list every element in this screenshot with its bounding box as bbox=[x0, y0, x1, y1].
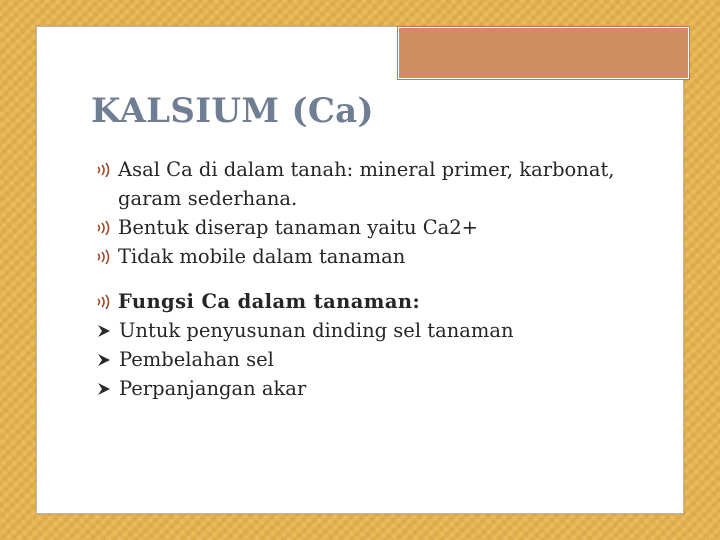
sub-bullet-item bbox=[97, 374, 667, 403]
arrowhead-icon bbox=[97, 345, 111, 367]
bullet-item bbox=[97, 155, 667, 213]
bullet-item bbox=[97, 242, 667, 271]
sub-bullet-item bbox=[97, 316, 667, 345]
signal-bars-icon bbox=[97, 242, 113, 264]
slide-content bbox=[97, 155, 667, 403]
spacer bbox=[97, 271, 667, 287]
bullet-text: Tidak mobile dalam tanaman bbox=[118, 245, 406, 268]
accent-bar bbox=[398, 27, 689, 79]
bullet-text: Asal Ca di dalam tanah: mineral primer, karbonat, garam sederhana. bbox=[118, 158, 615, 210]
bullet-text: Bentuk diserap tanaman yaitu Ca2+ bbox=[118, 216, 479, 239]
arrowhead-icon bbox=[97, 374, 111, 396]
bullet-item bbox=[97, 213, 667, 242]
sub-bullet-text: Perpanjangan akar bbox=[119, 377, 307, 400]
signal-bars-icon bbox=[97, 155, 113, 177]
slide-canvas bbox=[36, 26, 684, 514]
sub-bullet-item bbox=[97, 345, 667, 374]
signal-bars-icon bbox=[97, 213, 113, 235]
slide-title: KALSIUM (Ca) bbox=[91, 91, 374, 131]
signal-bars-icon bbox=[97, 287, 113, 309]
subheading-text: Fungsi Ca dalam tanaman: bbox=[118, 290, 421, 313]
subheading-item bbox=[97, 287, 667, 316]
sub-bullet-text: Pembelahan sel bbox=[119, 348, 274, 371]
arrowhead-icon bbox=[97, 316, 111, 338]
sub-bullet-text: Untuk penyusunan dinding sel tanaman bbox=[119, 319, 514, 342]
